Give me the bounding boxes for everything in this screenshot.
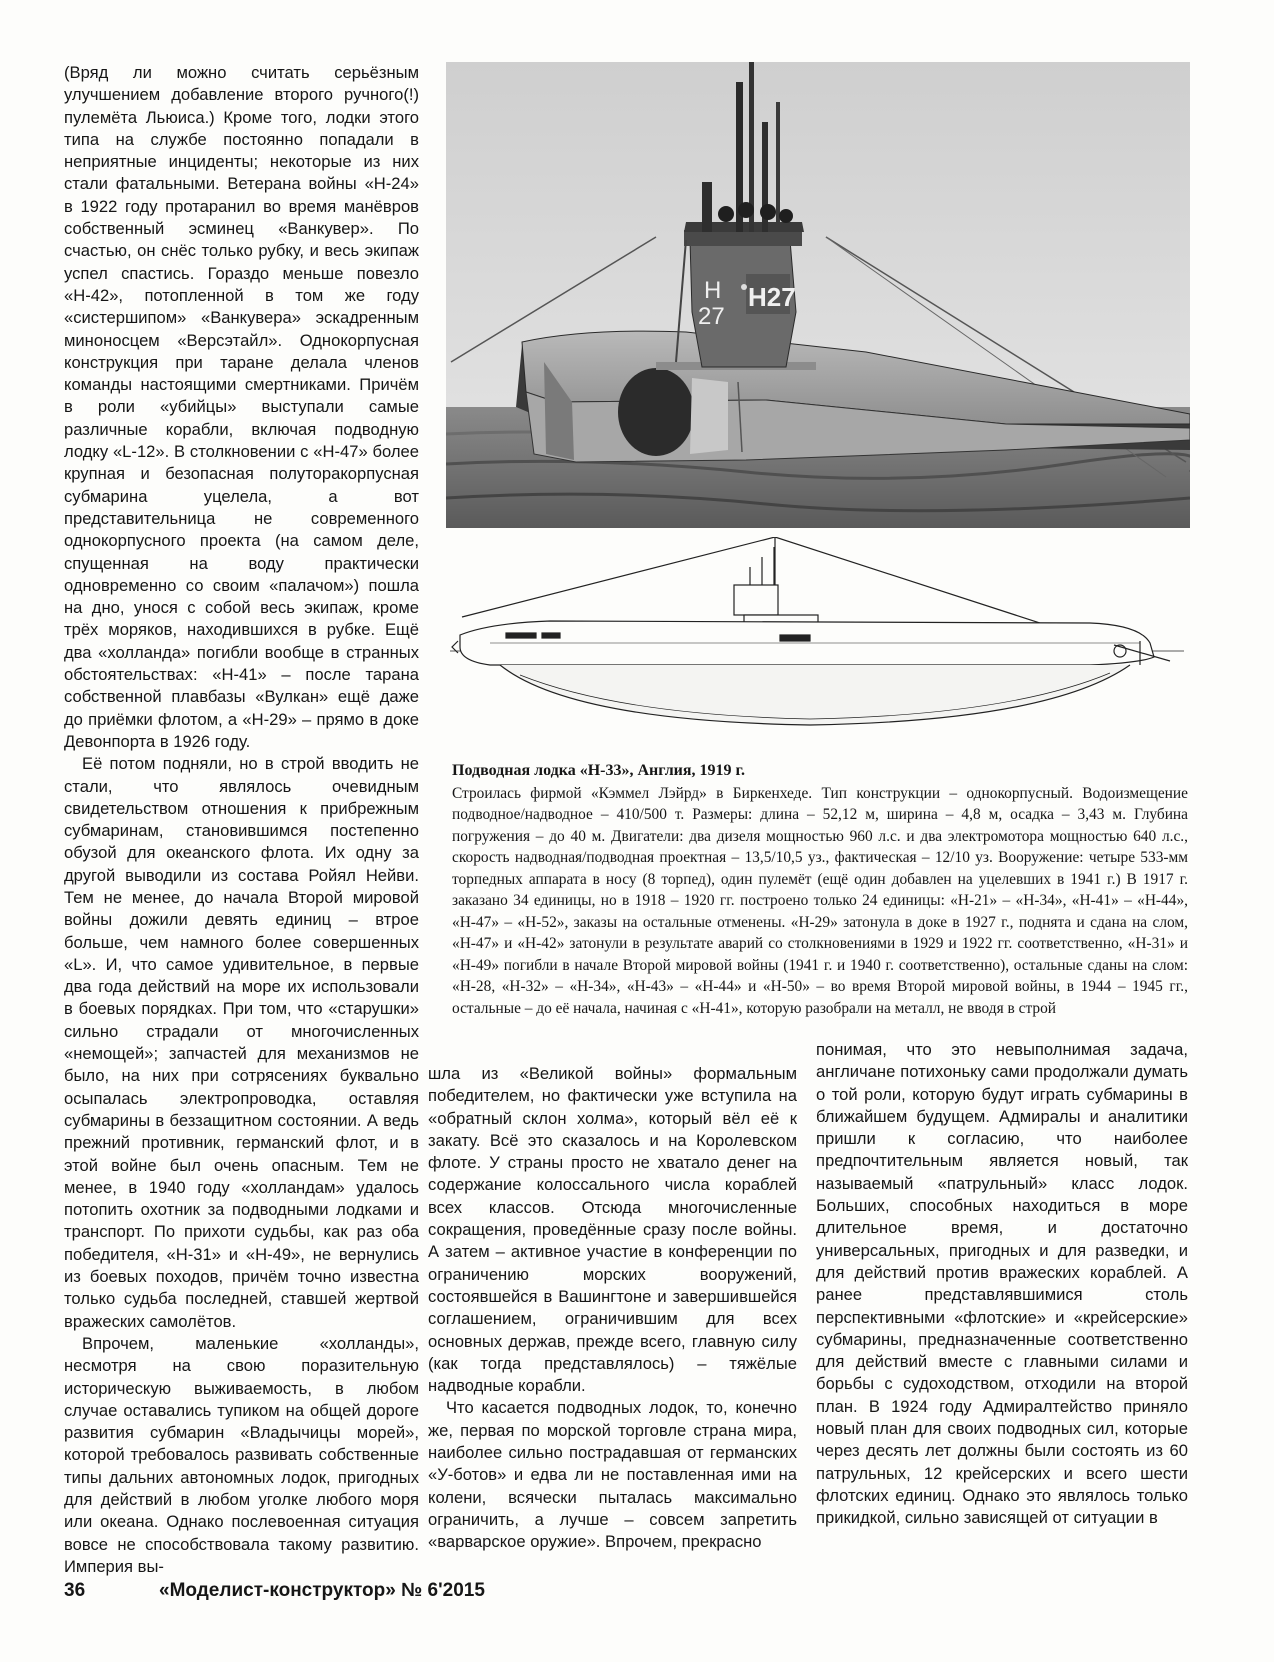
hull-mark-letter: H: [704, 277, 722, 304]
page-number: 36: [64, 1580, 86, 1601]
text-column-left: [64, 62, 419, 1578]
paragraph: (Вряд ли можно считать серьёзным улучшением добавление второго ручного(!) пулемёта Льюиса.) Кроме того, лодки этого типа на службе постоянно попадали в неприятные инциденты; некоторые из них стали фатальными. Ветерана войны «Н-24» в 1922 году протаранил во время манёвров собственный эсминец «Ванкувер». По счастью, он снёс только рубку, и весь экипаж успел спастись. Гораздо меньше повезло «Н-42», потопленной в том же году «систершипом» «Ванкувера» эскадренным миноносцем «Версэтайл». Однокорпусная конструкция при таране делала членов команды настоящими смертниками. Причём в роли «убийцы» выступали самые различные корабли, включая подводную лодку «L-12». В столкновении с «Н-47» более крупная и безопасная полуторакорпусная субмарина уцелела, а вот представительница не современного однокорпусного проекта (на самом деле, спущенная на воду практически одновременно со своим «палачом») пошла на дно, унося с собой весь экипаж, кроме трёх моряков, находившихся в рубке. Ещё два «холланда» погибли вообще в странных обстоятельствах: «Н-41» – после тарана собственной плавбазы «Вулкан» ещё даже до приёмки флотом, а «Н-29» – прямо в доке Девонпорта в 1926 году.: [64, 63, 419, 751]
submarine-profile-drawing: [450, 537, 1184, 760]
submarine-photo: [446, 62, 1190, 528]
paragraph: Впрочем, маленькие «холланды», несмотря на свою поразительную историческую выживаемость, в любом случае оставались тупиком на общей дороге развития субмарин «Владычицы морей», которой требовалось развивать собственные типы дальних автономных лодок, пригодных для действий в любом уголке любого моря или океана. Однако послевоенная ситуация вовсе не способствовала такому развитию. Империя вы-: [64, 1333, 419, 1576]
paragraph: понимая, что это невыполнимая задача, англичане потихоньку сами продолжали думать о той роли, которую будут играть субмарины в ближайшем будущем. Адмиралы и аналитики пришли к согласию, что наиболее предпочтительным является новый, так называемый «патрульный» класс лодок. Больших, способных находиться в море длительное время, и достаточно универсальных, пригодных и для разведки, и для действий против вражеских кораблей. А ранее представлявшимися столь перспективными «флотские» и «крейсерские» субмарины, предназначенные соответственно для действий вместе с главными силами и борьбы с судоходством, отходили на второй план. В 1924 году Адмиралтейство приняло новый план для своих подводных сил, которые через десять лет должны были состоять из 60 патрульных, 12 крейсерских и всего шести флотских единиц. Однако это являлось только прикидкой, сильно зависящей от ситуации в: [816, 1040, 1188, 1528]
caption-body: Строилась фирмой «Кэммел Лэйрд» в Биркенхеде. Тип конструкции – однокорпусный. Водоизмещение подводное/надводное – 410/500 т. Размеры: длина – 52,12 м, ширина – 4,8 м, осадка – 3,43 м. Глубина погружения – до 40 м. Двигатели: два дизеля мощностью 960 л.с. и два электромотора мощностью 640 л.с., скорость надводная/подводная проектная – 13,5/10,5 уз., фактическая – 12/10 уз. Вооружение: четыре 533-мм торпедных аппарата в носу (8 торпед), один пулемёт (ещё один добавлен на уцелевших в 1941 г.) В 1917 г. заказано 34 единицы, но в 1918 – 1920 гг. построено только 24 единицы: «Н-21» – «Н-34», «Н-41» – «Н-44», «Н-47» – «Н-52», заказы на остальные отменены. «Н-29» затонула в доке в 1927 г., поднята и сдана на слом, «Н-47» и «Н-42» затонули в результате аварий со столкновениями в 1929 и 1922 гг. соответственно, «Н-31» и «Н-49» погибли в начале Второй мировой войны (1941 г. и 1940 г. соответственно), остальные сданы на слом: «Н-28, «Н-32» – «Н-34», «Н-43» – «Н-44» и «Н-50» – во время Второй мировой войны, в 1944 – 1945 гг., остальные – до её начала, начиная с «Н-41», которую разобрали на металл, не вводя в строй: [452, 784, 1188, 1017]
figure-caption: [452, 760, 1188, 1019]
caption-title: Подводная лодка «Н-33», Англия, 1919 г.: [452, 762, 746, 779]
paragraph: шла из «Великой войны» формальным победителем, но фактически уже вступила на «обратный склон холма», который вёл её к закату. Всё это сказалось и на Королевском флоте. У страны просто не хватало денег на содержание колоссального числа кораблей всех классов. Отсюда многочисленные сокращения, проведённые сразу после войны. А затем – активное участие в конференции по ограничению морских вооружений, состоявшейся в Вашингтоне и завершившейся соглашением, ограничившим для всех основных держав, прежде всего, главную силу (как тогда представлялось) – тяжёлые надводные корабли.: [428, 1064, 797, 1396]
paragraph: Что касается подводных лодок, то, конечно же, первая по морской торговле страна мира, наиболее сильно пострадавшая от германских «У-ботов» и едва ли не поставленная ими на колени, всячески пыталась максимально ограничить, а лучше – совсем запретить «варварское оружие». Впрочем, прекрасно: [428, 1398, 797, 1552]
magazine-title: «Моделист-конструктор» № 6'2015: [159, 1580, 485, 1601]
tower-mark: H27: [748, 282, 796, 312]
paragraph: Её потом подняли, но в строй вводить не стали, что являлось очевидным свидетельством отношения к прибрежным субмаринам, становившимся постепенно обузой для океанского флота. Их одну за другой выводили из состава Ройял Нейви. Тем не менее, до начала Второй мировой войны дожили девять единиц – втрое больше, чем намного более совершенных «L». И, что самое удивительное, в первые два года действий на море их использовали в боевых порядках. При том, что «старушки» сильно страдали от многочисленных «немощей»; запчастей для механизмов не было, на них при сотрясениях буквально осыпалась электропроводка, оставляя субмарины в беззащитном состоянии. А ведь прежний противник, германский флот, и в этой войне был очень опасным. Тем не менее, в 1940 году «холландам» удалось потопить охотник за подводными лодками и транспорт. По прихоти судьбы, как раз оба победителя, «Н-31» и «Н-49», не вернулись из боевых походов, причём точно известна только судьба последней, ставшей жертвой вражеских самолётов.: [64, 754, 419, 1331]
text-column-right: [816, 1039, 1188, 1530]
text-column-middle: [428, 1063, 797, 1554]
hull-mark-number: 27: [698, 303, 725, 330]
